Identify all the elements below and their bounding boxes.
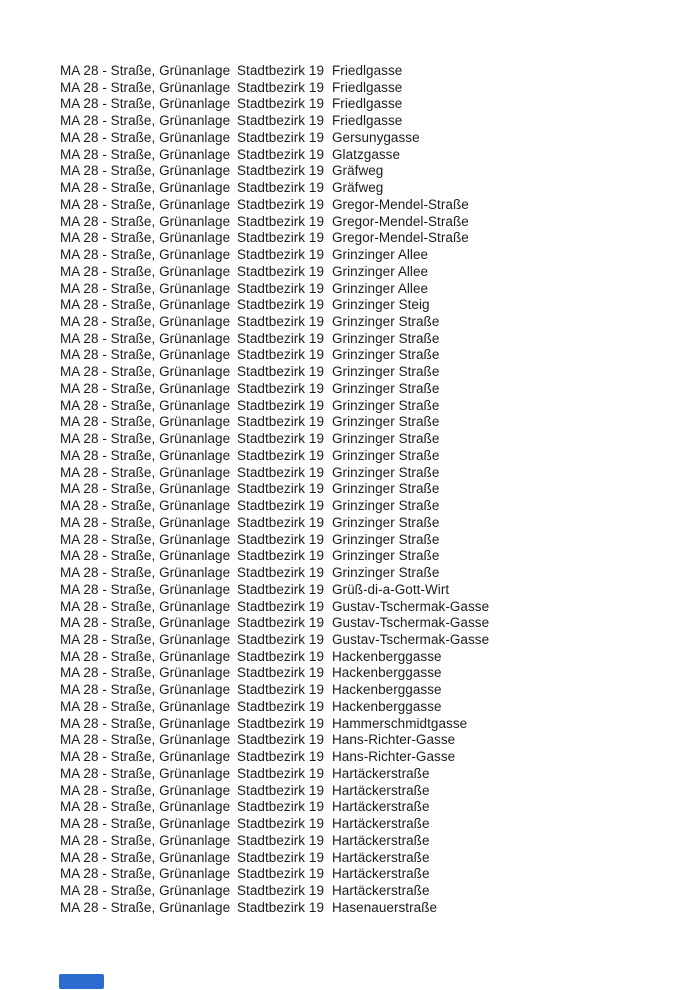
table-row xyxy=(60,80,489,97)
cell-street: Gustav-Tschermak-Gasse xyxy=(332,598,490,614)
cell-department: MA 28 - Straße, Grünanlage xyxy=(60,631,231,647)
cell-street: Hartäckerstraße xyxy=(332,799,430,815)
cell-street: Hackenberggasse xyxy=(332,682,442,698)
cell-street: Hartäckerstraße xyxy=(332,765,430,781)
cell-department: MA 28 - Straße, Grünanlage xyxy=(60,531,231,547)
cell-street: Grinzinger Straße xyxy=(332,431,440,447)
table-row xyxy=(60,281,489,298)
table-row xyxy=(60,682,489,699)
cell-street: Grinzinger Straße xyxy=(332,464,440,480)
cell-department: MA 28 - Straße, Grünanlage xyxy=(60,280,231,296)
cell-department: MA 28 - Straße, Grünanlage xyxy=(60,832,231,848)
table-row xyxy=(60,414,489,431)
cell-district: Stadtbezirk 19 xyxy=(237,447,324,463)
cell-department: MA 28 - Straße, Grünanlage xyxy=(60,314,231,330)
table-row xyxy=(60,63,489,80)
cell-district: Stadtbezirk 19 xyxy=(237,481,324,497)
cell-street: Grinzinger Allee xyxy=(332,247,429,263)
table-row xyxy=(60,197,489,214)
cell-district: Stadtbezirk 19 xyxy=(237,129,324,145)
cell-street: Gustav-Tschermak-Gasse xyxy=(332,615,490,631)
table-row xyxy=(60,431,489,448)
cell-department: MA 28 - Straße, Grünanlage xyxy=(60,498,231,514)
table-row xyxy=(60,850,489,867)
table-row xyxy=(60,381,489,398)
cell-department: MA 28 - Straße, Grünanlage xyxy=(60,263,231,279)
cell-street: Grinzinger Straße xyxy=(332,548,440,564)
cell-district: Stadtbezirk 19 xyxy=(237,498,324,514)
cell-district: Stadtbezirk 19 xyxy=(237,196,324,212)
cell-department: MA 28 - Straße, Grünanlage xyxy=(60,297,231,313)
table-row xyxy=(60,866,489,883)
cell-district: Stadtbezirk 19 xyxy=(237,514,324,530)
cell-district: Stadtbezirk 19 xyxy=(237,63,324,78)
cell-district: Stadtbezirk 19 xyxy=(237,816,324,832)
cell-district: Stadtbezirk 19 xyxy=(237,431,324,447)
table-row xyxy=(60,900,489,917)
cell-department: MA 28 - Straße, Grünanlage xyxy=(60,364,231,380)
cell-district: Stadtbezirk 19 xyxy=(237,230,324,246)
cell-department: MA 28 - Straße, Grünanlage xyxy=(60,113,231,129)
cell-department: MA 28 - Straße, Grünanlage xyxy=(60,96,231,112)
cell-district: Stadtbezirk 19 xyxy=(237,799,324,815)
cell-district: Stadtbezirk 19 xyxy=(237,565,324,581)
cell-street: Hackenberggasse xyxy=(332,665,442,681)
cell-department: MA 28 - Straße, Grünanlage xyxy=(60,765,231,781)
cell-street: Grinzinger Steig xyxy=(332,297,430,313)
cell-department: MA 28 - Straße, Grünanlage xyxy=(60,431,231,447)
cell-department: MA 28 - Straße, Grünanlage xyxy=(60,347,231,363)
table-row xyxy=(60,130,489,147)
cell-street: Grinzinger Straße xyxy=(332,347,440,363)
cell-street: Gregor-Mendel-Straße xyxy=(332,213,469,229)
cell-street: Hartäckerstraße xyxy=(332,849,430,865)
cell-department: MA 28 - Straße, Grünanlage xyxy=(60,732,231,748)
cell-district: Stadtbezirk 19 xyxy=(237,163,324,179)
table-row xyxy=(60,364,489,381)
cell-department: MA 28 - Straße, Grünanlage xyxy=(60,799,231,815)
cell-district: Stadtbezirk 19 xyxy=(237,615,324,631)
cell-department: MA 28 - Straße, Grünanlage xyxy=(60,682,231,698)
table-row xyxy=(60,799,489,816)
table-row xyxy=(60,331,489,348)
table-row xyxy=(60,264,489,281)
cell-street: Hans-Richter-Gasse xyxy=(332,749,456,765)
table-row xyxy=(60,96,489,113)
cell-district: Stadtbezirk 19 xyxy=(237,732,324,748)
cell-street: Hackenberggasse xyxy=(332,648,442,664)
table-row xyxy=(60,615,489,632)
table-row xyxy=(60,749,489,766)
cell-street: Hartäckerstraße xyxy=(332,882,430,898)
cell-department: MA 28 - Straße, Grünanlage xyxy=(60,414,231,430)
table-row xyxy=(60,649,489,666)
cell-district: Stadtbezirk 19 xyxy=(237,146,324,162)
cell-department: MA 28 - Straße, Grünanlage xyxy=(60,548,231,564)
table-row xyxy=(60,465,489,482)
cell-department: MA 28 - Straße, Grünanlage xyxy=(60,397,231,413)
table-row xyxy=(60,498,489,515)
cell-department: MA 28 - Straße, Grünanlage xyxy=(60,163,231,179)
table-row xyxy=(60,532,489,549)
cell-district: Stadtbezirk 19 xyxy=(237,364,324,380)
cell-department: MA 28 - Straße, Grünanlage xyxy=(60,598,231,614)
table-row xyxy=(60,113,489,130)
cell-district: Stadtbezirk 19 xyxy=(237,330,324,346)
cell-street: Hartäckerstraße xyxy=(332,782,430,798)
cell-street: Grinzinger Straße xyxy=(332,397,440,413)
cell-street: Hartäckerstraße xyxy=(332,816,430,832)
cell-district: Stadtbezirk 19 xyxy=(237,247,324,263)
cell-district: Stadtbezirk 19 xyxy=(237,548,324,564)
cell-district: Stadtbezirk 19 xyxy=(237,213,324,229)
table-row xyxy=(60,481,489,498)
cell-district: Stadtbezirk 19 xyxy=(237,397,324,413)
cell-district: Stadtbezirk 19 xyxy=(237,682,324,698)
cell-street: Grinzinger Straße xyxy=(332,514,440,530)
table-row xyxy=(60,699,489,716)
table-row xyxy=(60,214,489,231)
cell-district: Stadtbezirk 19 xyxy=(237,531,324,547)
cell-street: Friedlgasse xyxy=(332,63,403,78)
cell-district: Stadtbezirk 19 xyxy=(237,832,324,848)
cell-department: MA 28 - Straße, Grünanlage xyxy=(60,514,231,530)
cell-street: Hans-Richter-Gasse xyxy=(332,732,456,748)
cell-district: Stadtbezirk 19 xyxy=(237,749,324,765)
cell-district: Stadtbezirk 19 xyxy=(237,347,324,363)
table-row xyxy=(60,565,489,582)
table-row xyxy=(60,314,489,331)
cell-street: Grinzinger Straße xyxy=(332,380,440,396)
cell-department: MA 28 - Straße, Grünanlage xyxy=(60,230,231,246)
cell-department: MA 28 - Straße, Grünanlage xyxy=(60,464,231,480)
cell-street: Grinzinger Straße xyxy=(332,498,440,514)
cell-street: Hartäckerstraße xyxy=(332,832,430,848)
cell-department: MA 28 - Straße, Grünanlage xyxy=(60,782,231,798)
cell-street: Grinzinger Straße xyxy=(332,364,440,380)
cell-district: Stadtbezirk 19 xyxy=(237,414,324,430)
cell-street: Hartäckerstraße xyxy=(332,866,430,882)
table-row xyxy=(60,599,489,616)
table-row xyxy=(60,883,489,900)
cell-department: MA 28 - Straße, Grünanlage xyxy=(60,196,231,212)
table-row xyxy=(60,347,489,364)
table-row xyxy=(60,180,489,197)
progress-indicator-bar xyxy=(59,974,104,989)
cell-district: Stadtbezirk 19 xyxy=(237,899,324,915)
cell-department: MA 28 - Straße, Grünanlage xyxy=(60,447,231,463)
cell-department: MA 28 - Straße, Grünanlage xyxy=(60,330,231,346)
cell-district: Stadtbezirk 19 xyxy=(237,782,324,798)
cell-district: Stadtbezirk 19 xyxy=(237,631,324,647)
cell-street: Grinzinger Straße xyxy=(332,447,440,463)
table-row xyxy=(60,548,489,565)
cell-district: Stadtbezirk 19 xyxy=(237,79,324,95)
cell-district: Stadtbezirk 19 xyxy=(237,866,324,882)
table-row xyxy=(60,632,489,649)
cell-street: Hackenberggasse xyxy=(332,698,442,714)
cell-district: Stadtbezirk 19 xyxy=(237,648,324,664)
cell-department: MA 28 - Straße, Grünanlage xyxy=(60,380,231,396)
cell-district: Stadtbezirk 19 xyxy=(237,581,324,597)
cell-street: Gräfweg xyxy=(332,180,384,196)
table-row xyxy=(60,766,489,783)
cell-street: Grinzinger Straße xyxy=(332,565,440,581)
cell-street: Friedlgasse xyxy=(332,96,403,112)
cell-street: Gersunygasse xyxy=(332,129,420,145)
cell-district: Stadtbezirk 19 xyxy=(237,715,324,731)
table-row xyxy=(60,448,489,465)
table-row xyxy=(60,163,489,180)
cell-street: Grinzinger Straße xyxy=(332,481,440,497)
cell-street: Hammerschmidtgasse xyxy=(332,715,468,731)
cell-department: MA 28 - Straße, Grünanlage xyxy=(60,213,231,229)
cell-department: MA 28 - Straße, Grünanlage xyxy=(60,481,231,497)
cell-district: Stadtbezirk 19 xyxy=(237,765,324,781)
cell-department: MA 28 - Straße, Grünanlage xyxy=(60,648,231,664)
cell-district: Stadtbezirk 19 xyxy=(237,665,324,681)
cell-street: Gräfweg xyxy=(332,163,384,179)
table-row xyxy=(60,297,489,314)
cell-district: Stadtbezirk 19 xyxy=(237,314,324,330)
cell-department: MA 28 - Straße, Grünanlage xyxy=(60,665,231,681)
cell-department: MA 28 - Straße, Grünanlage xyxy=(60,63,231,78)
cell-department: MA 28 - Straße, Grünanlage xyxy=(60,180,231,196)
cell-department: MA 28 - Straße, Grünanlage xyxy=(60,565,231,581)
cell-department: MA 28 - Straße, Grünanlage xyxy=(60,79,231,95)
cell-department: MA 28 - Straße, Grünanlage xyxy=(60,615,231,631)
cell-district: Stadtbezirk 19 xyxy=(237,297,324,313)
table-row xyxy=(60,732,489,749)
table-row xyxy=(60,716,489,733)
table-row xyxy=(60,515,489,532)
cell-department: MA 28 - Straße, Grünanlage xyxy=(60,247,231,263)
table-row xyxy=(60,833,489,850)
cell-district: Stadtbezirk 19 xyxy=(237,380,324,396)
cell-district: Stadtbezirk 19 xyxy=(237,180,324,196)
cell-street: Gustav-Tschermak-Gasse xyxy=(332,631,490,647)
cell-district: Stadtbezirk 19 xyxy=(237,113,324,129)
cell-department: MA 28 - Straße, Grünanlage xyxy=(60,129,231,145)
cell-department: MA 28 - Straße, Grünanlage xyxy=(60,849,231,865)
table-row xyxy=(60,665,489,682)
cell-street: Grüß-di-a-Gott-Wirt xyxy=(332,581,450,597)
cell-street: Friedlgasse xyxy=(332,113,403,129)
cell-street: Gregor-Mendel-Straße xyxy=(332,196,469,212)
cell-district: Stadtbezirk 19 xyxy=(237,96,324,112)
cell-district: Stadtbezirk 19 xyxy=(237,464,324,480)
cell-street: Grinzinger Straße xyxy=(332,531,440,547)
cell-street: Grinzinger Straße xyxy=(332,314,440,330)
cell-department: MA 28 - Straße, Grünanlage xyxy=(60,146,231,162)
cell-street: Friedlgasse xyxy=(332,79,403,95)
cell-department: MA 28 - Straße, Grünanlage xyxy=(60,816,231,832)
cell-department: MA 28 - Straße, Grünanlage xyxy=(60,899,231,915)
cell-district: Stadtbezirk 19 xyxy=(237,698,324,714)
table-row xyxy=(60,230,489,247)
cell-street: Grinzinger Allee xyxy=(332,263,429,279)
cell-department: MA 28 - Straße, Grünanlage xyxy=(60,715,231,731)
cell-street: Grinzinger Allee xyxy=(332,280,429,296)
table-row xyxy=(60,147,489,164)
cell-street: Hasenauerstraße xyxy=(332,899,438,915)
cell-district: Stadtbezirk 19 xyxy=(237,849,324,865)
cell-department: MA 28 - Straße, Grünanlage xyxy=(60,866,231,882)
cell-district: Stadtbezirk 19 xyxy=(237,598,324,614)
cell-department: MA 28 - Straße, Grünanlage xyxy=(60,581,231,597)
cell-district: Stadtbezirk 19 xyxy=(237,263,324,279)
cell-district: Stadtbezirk 19 xyxy=(237,280,324,296)
table-row xyxy=(60,247,489,264)
cell-street: Grinzinger Straße xyxy=(332,414,440,430)
cell-street: Grinzinger Straße xyxy=(332,330,440,346)
cell-street: Gregor-Mendel-Straße xyxy=(332,230,469,246)
table-row xyxy=(60,398,489,415)
cell-department: MA 28 - Straße, Grünanlage xyxy=(60,749,231,765)
cell-district: Stadtbezirk 19 xyxy=(237,882,324,898)
cell-street: Glatzgasse xyxy=(332,146,401,162)
table-row xyxy=(60,582,489,599)
street-list xyxy=(60,63,489,916)
cell-department: MA 28 - Straße, Grünanlage xyxy=(60,698,231,714)
cell-department: MA 28 - Straße, Grünanlage xyxy=(60,882,231,898)
table-row xyxy=(60,816,489,833)
table-row xyxy=(60,783,489,800)
